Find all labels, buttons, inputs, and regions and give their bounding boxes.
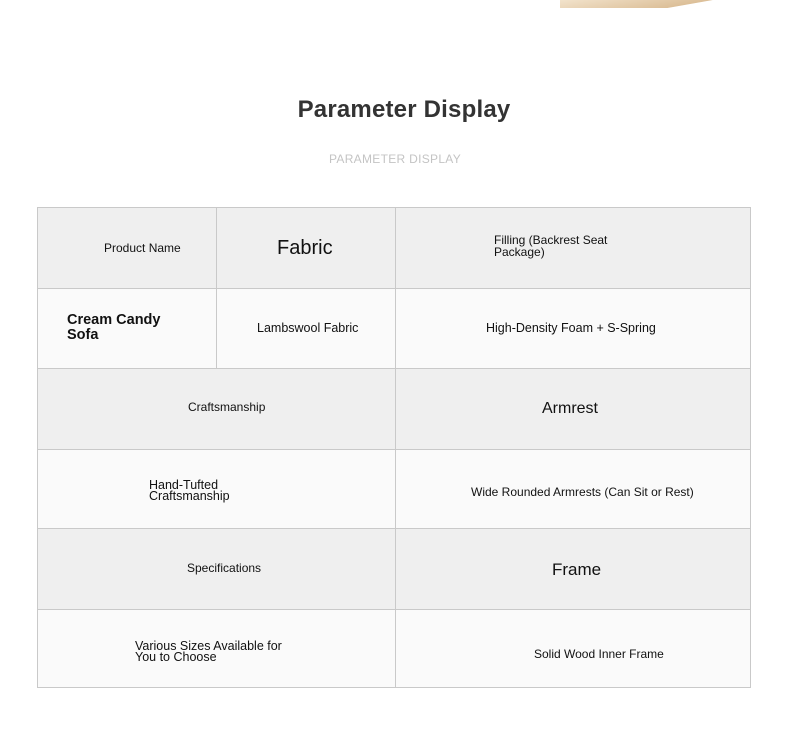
table-cell	[395, 369, 750, 449]
specifications-label: Specifications	[187, 561, 262, 575]
table-cell	[216, 208, 395, 288]
table-cell	[395, 289, 750, 368]
armrest-value: Wide Rounded Armrests (Can Sit or Rest)	[471, 485, 694, 499]
craftsmanship-value: Hand-Tufted Craftsmanship	[149, 478, 230, 503]
table-cell	[395, 208, 750, 288]
specifications-value: Various Sizes Available for You to Choose	[135, 639, 282, 664]
filling-label: Filling (Backrest Seat Package)	[494, 233, 608, 259]
table-cell	[395, 610, 750, 687]
table-cell	[38, 289, 216, 368]
table-row	[38, 528, 750, 609]
parameter-table	[37, 207, 751, 688]
table-row	[38, 208, 750, 288]
table-cell	[38, 369, 395, 449]
table-row	[38, 449, 750, 528]
armrest-label: Armrest	[542, 400, 598, 417]
frame-label: Frame	[552, 560, 602, 579]
table-row	[38, 368, 750, 449]
page-title: Parameter Display	[297, 96, 511, 123]
wood-texture-decoration	[560, 0, 790, 8]
craftsmanship-label: Craftsmanship	[188, 400, 266, 414]
frame-value: Solid Wood Inner Frame	[534, 647, 664, 661]
table-row	[38, 609, 750, 687]
table-cell	[395, 450, 750, 528]
table-cell	[216, 289, 395, 368]
table-cell	[38, 610, 395, 687]
table-cell	[395, 529, 750, 609]
table-row	[38, 288, 750, 368]
table-cell	[38, 208, 216, 288]
table-cell	[38, 450, 395, 528]
page-subtitle: PARAMETER DISPLAY	[328, 152, 462, 166]
product-name-value: Cream Candy Sofa	[67, 312, 161, 343]
filling-value: High-Density Foam + S-Spring	[486, 321, 656, 335]
fabric-value: Lambswool Fabric	[257, 321, 359, 335]
product-name-label: Product Name	[104, 241, 181, 255]
table-cell	[38, 529, 395, 609]
fabric-label: Fabric	[277, 237, 333, 259]
